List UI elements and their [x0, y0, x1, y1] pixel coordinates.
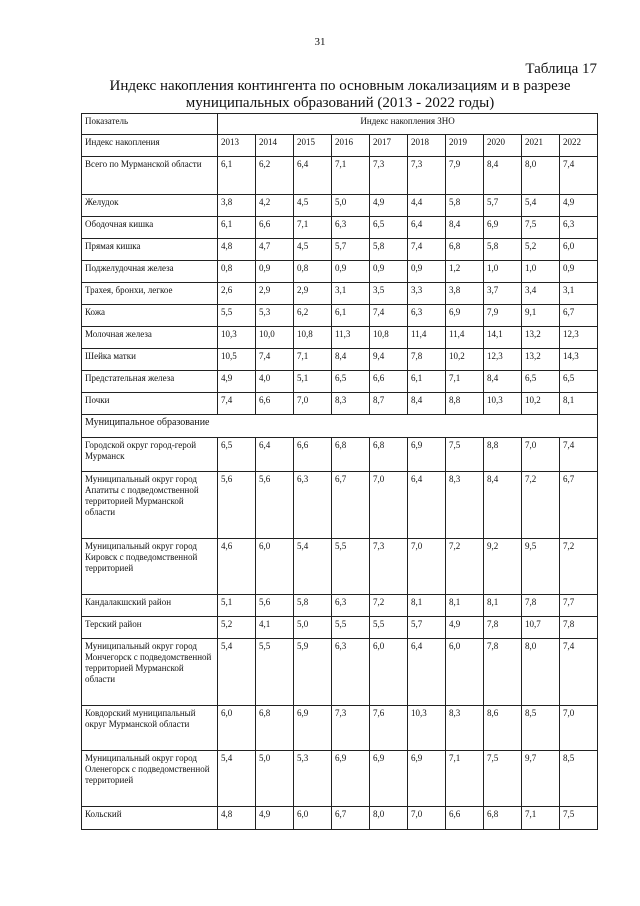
value-cell: 6,3 — [332, 217, 370, 239]
value-cell: 6,7 — [560, 305, 598, 327]
value-cell: 5,2 — [218, 617, 256, 639]
year-header: 2015 — [294, 135, 332, 157]
value-cell: 6,4 — [294, 157, 332, 195]
table-row — [82, 261, 598, 283]
value-cell: 6,1 — [332, 305, 370, 327]
value-cell: 7,1 — [294, 349, 332, 371]
value-cell: 8,8 — [484, 438, 522, 472]
value-cell: 6,9 — [408, 438, 446, 472]
value-cell: 8,4 — [446, 217, 484, 239]
value-cell: 6,5 — [332, 371, 370, 393]
value-cell: 8,6 — [484, 706, 522, 751]
value-cell: 8,4 — [484, 371, 522, 393]
value-cell: 5,3 — [294, 751, 332, 807]
value-cell: 5,0 — [256, 751, 294, 807]
table-row — [82, 438, 598, 472]
table-row — [82, 807, 598, 830]
value-cell: 6,2 — [256, 157, 294, 195]
row-label: Желудок — [82, 195, 218, 217]
table-row — [82, 349, 598, 371]
value-cell: 10,3 — [484, 393, 522, 415]
value-cell: 0,9 — [332, 261, 370, 283]
value-cell: 6,0 — [218, 706, 256, 751]
value-cell: 4,8 — [218, 807, 256, 830]
value-cell: 5,1 — [218, 595, 256, 617]
value-cell: 5,7 — [332, 239, 370, 261]
value-cell: 3,1 — [560, 283, 598, 305]
value-cell: 5,8 — [370, 239, 408, 261]
value-cell: 5,5 — [332, 539, 370, 595]
page-number: 31 — [314, 36, 326, 48]
value-cell: 7,3 — [408, 157, 446, 195]
value-cell: 6,8 — [370, 438, 408, 472]
value-cell: 7,0 — [370, 472, 408, 539]
value-cell: 6,1 — [408, 371, 446, 393]
value-cell: 6,9 — [332, 751, 370, 807]
value-cell: 7,0 — [294, 393, 332, 415]
value-cell: 7,2 — [446, 539, 484, 595]
value-cell: 8,7 — [370, 393, 408, 415]
value-cell: 7,2 — [522, 472, 560, 539]
year-header: 2014 — [256, 135, 294, 157]
value-cell: 4,4 — [408, 195, 446, 217]
value-cell: 9,5 — [522, 539, 560, 595]
value-cell: 6,6 — [370, 371, 408, 393]
value-cell: 9,1 — [522, 305, 560, 327]
row-label: Почки — [82, 393, 218, 415]
value-cell: 5,7 — [484, 195, 522, 217]
value-cell: 10,8 — [370, 327, 408, 349]
value-cell: 8,3 — [446, 706, 484, 751]
value-cell: 0,9 — [370, 261, 408, 283]
value-cell: 5,2 — [522, 239, 560, 261]
value-cell: 6,9 — [408, 751, 446, 807]
value-cell: 11,4 — [446, 327, 484, 349]
value-cell: 12,3 — [560, 327, 598, 349]
value-cell: 6,9 — [484, 217, 522, 239]
value-cell: 1,0 — [484, 261, 522, 283]
value-cell: 8,4 — [484, 157, 522, 195]
table-row — [82, 472, 598, 539]
header-row — [82, 114, 598, 135]
value-cell: 1,2 — [446, 261, 484, 283]
value-cell: 8,4 — [332, 349, 370, 371]
row-label: Муниципальный округ город Мончегорск с подведомственной территорией Мурманской области — [82, 639, 218, 706]
value-cell: 6,5 — [370, 217, 408, 239]
value-cell: 8,1 — [560, 393, 598, 415]
value-cell: 4,9 — [446, 617, 484, 639]
value-cell: 6,7 — [560, 472, 598, 539]
value-cell: 12,3 — [484, 349, 522, 371]
value-cell: 5,9 — [294, 639, 332, 706]
value-cell: 7,6 — [370, 706, 408, 751]
row-label: Ободочная кишка — [82, 217, 218, 239]
value-cell: 7,5 — [560, 807, 598, 830]
value-cell: 14,1 — [484, 327, 522, 349]
value-cell: 6,4 — [256, 438, 294, 472]
row-label: Кожа — [82, 305, 218, 327]
value-cell: 10,2 — [446, 349, 484, 371]
value-cell: 5,3 — [256, 305, 294, 327]
value-cell: 8,1 — [408, 595, 446, 617]
year-header: 2016 — [332, 135, 370, 157]
value-cell: 6,6 — [294, 438, 332, 472]
value-cell: 8,5 — [560, 751, 598, 807]
value-cell: 6,4 — [408, 639, 446, 706]
row-label: Муниципальный округ город Кировск с подведомственной территорией — [82, 539, 218, 595]
value-cell: 5,5 — [218, 305, 256, 327]
value-cell: 6,8 — [256, 706, 294, 751]
value-cell: 5,8 — [484, 239, 522, 261]
value-cell: 7,0 — [408, 807, 446, 830]
value-cell: 6,9 — [294, 706, 332, 751]
value-cell: 6,8 — [332, 438, 370, 472]
table-row — [82, 283, 598, 305]
value-cell: 7,4 — [560, 639, 598, 706]
value-cell: 5,4 — [294, 539, 332, 595]
row-header-label: Индекс накопления — [82, 135, 218, 157]
value-cell: 5,7 — [408, 617, 446, 639]
value-cell: 5,0 — [332, 195, 370, 217]
value-cell: 6,9 — [370, 751, 408, 807]
value-cell: 4,8 — [218, 239, 256, 261]
value-cell: 8,3 — [332, 393, 370, 415]
value-cell: 6,4 — [408, 472, 446, 539]
value-cell: 4,0 — [256, 371, 294, 393]
year-header: 2021 — [522, 135, 560, 157]
value-cell: 8,1 — [446, 595, 484, 617]
document-title — [80, 78, 600, 112]
value-cell: 7,5 — [446, 438, 484, 472]
row-label: Трахея, бронхи, легкое — [82, 283, 218, 305]
value-cell: 6,5 — [218, 438, 256, 472]
value-cell: 10,0 — [256, 327, 294, 349]
value-cell: 10,7 — [522, 617, 560, 639]
value-cell: 9,2 — [484, 539, 522, 595]
row-label: Муниципальный округ город Апатиты с подведомственной территорией Мурманской области — [82, 472, 218, 539]
table-row — [82, 617, 598, 639]
value-cell: 5,4 — [218, 639, 256, 706]
table-row — [82, 539, 598, 595]
value-cell: 7,4 — [218, 393, 256, 415]
value-cell: 6,6 — [256, 217, 294, 239]
value-cell: 8,0 — [370, 807, 408, 830]
value-cell: 2,9 — [294, 283, 332, 305]
value-cell: 7,1 — [446, 751, 484, 807]
value-cell: 7,8 — [484, 617, 522, 639]
value-cell: 7,1 — [294, 217, 332, 239]
value-cell: 7,5 — [522, 217, 560, 239]
value-cell: 7,0 — [560, 706, 598, 751]
row-label: Кандалакшский район — [82, 595, 218, 617]
row-label: Муниципальный округ город Оленегорск с подведомственной территорией — [82, 751, 218, 807]
accumulation-index-table — [81, 113, 598, 830]
value-cell: 7,4 — [256, 349, 294, 371]
value-cell: 6,0 — [294, 807, 332, 830]
value-cell: 6,0 — [560, 239, 598, 261]
row-label: Шейка матки — [82, 349, 218, 371]
value-cell: 3,3 — [408, 283, 446, 305]
value-cell: 7,3 — [370, 539, 408, 595]
value-cell: 7,9 — [446, 157, 484, 195]
value-cell: 7,4 — [408, 239, 446, 261]
value-cell: 13,2 — [522, 327, 560, 349]
year-header: 2013 — [218, 135, 256, 157]
year-header: 2022 — [560, 135, 598, 157]
value-cell: 4,7 — [256, 239, 294, 261]
value-cell: 8,0 — [522, 639, 560, 706]
table-number: Таблица 17 — [525, 61, 597, 77]
value-cell: 9,7 — [522, 751, 560, 807]
year-header: 2018 — [408, 135, 446, 157]
value-cell: 4,5 — [294, 195, 332, 217]
value-cell: 5,5 — [370, 617, 408, 639]
value-cell: 7,3 — [332, 706, 370, 751]
value-cell: 5,6 — [218, 472, 256, 539]
value-cell: 7,8 — [408, 349, 446, 371]
value-cell: 8,0 — [522, 157, 560, 195]
value-cell: 5,1 — [294, 371, 332, 393]
value-cell: 7,1 — [446, 371, 484, 393]
value-cell: 14,3 — [560, 349, 598, 371]
value-cell: 13,2 — [522, 349, 560, 371]
year-header-row — [82, 135, 598, 157]
row-label: Молочная железа — [82, 327, 218, 349]
table-row — [82, 195, 598, 217]
value-cell: 5,4 — [522, 195, 560, 217]
value-cell: 5,0 — [294, 617, 332, 639]
value-cell: 6,3 — [408, 305, 446, 327]
value-cell: 6,3 — [332, 639, 370, 706]
value-cell: 6,3 — [560, 217, 598, 239]
value-cell: 6,5 — [560, 371, 598, 393]
row-label: Городской округ город-герой Мурманск — [82, 438, 218, 472]
value-cell: 7,8 — [522, 595, 560, 617]
value-cell: 6,1 — [218, 217, 256, 239]
value-cell: 4,9 — [370, 195, 408, 217]
row-label: Прямая кишка — [82, 239, 218, 261]
table-row — [82, 639, 598, 706]
value-cell: 6,5 — [522, 371, 560, 393]
value-cell: 3,7 — [484, 283, 522, 305]
value-cell: 10,3 — [218, 327, 256, 349]
value-cell: 4,6 — [218, 539, 256, 595]
indicator-header: Показатель — [82, 114, 218, 135]
value-cell: 0,9 — [256, 261, 294, 283]
value-cell: 5,6 — [256, 472, 294, 539]
value-cell: 5,5 — [256, 639, 294, 706]
table-row — [82, 751, 598, 807]
value-cell: 6,6 — [446, 807, 484, 830]
value-cell: 4,5 — [294, 239, 332, 261]
section-row — [82, 415, 598, 438]
value-cell: 3,1 — [332, 283, 370, 305]
value-cell: 6,9 — [446, 305, 484, 327]
value-cell: 7,7 — [560, 595, 598, 617]
value-cell: 7,0 — [522, 438, 560, 472]
value-cell: 5,8 — [446, 195, 484, 217]
year-header: 2020 — [484, 135, 522, 157]
value-cell: 10,2 — [522, 393, 560, 415]
table-row — [82, 239, 598, 261]
title-line-1: Индекс накопления контингента по основным локализациям и в разрезе — [109, 78, 571, 94]
value-cell: 5,8 — [294, 595, 332, 617]
table-row — [82, 393, 598, 415]
value-cell: 4,2 — [256, 195, 294, 217]
row-label: Всего по Мурманской области — [82, 157, 218, 195]
value-cell: 6,3 — [294, 472, 332, 539]
value-cell: 0,8 — [294, 261, 332, 283]
value-cell: 6,1 — [218, 157, 256, 195]
table-row — [82, 595, 598, 617]
value-cell: 7,2 — [370, 595, 408, 617]
table-row — [82, 217, 598, 239]
value-cell: 4,9 — [256, 807, 294, 830]
row-label: Поджелудочная железа — [82, 261, 218, 283]
table-row — [82, 327, 598, 349]
value-cell: 7,2 — [560, 539, 598, 595]
value-cell: 0,8 — [218, 261, 256, 283]
value-cell: 11,4 — [408, 327, 446, 349]
value-cell: 8,8 — [446, 393, 484, 415]
value-cell: 7,9 — [484, 305, 522, 327]
value-cell: 2,6 — [218, 283, 256, 305]
value-cell: 1,0 — [522, 261, 560, 283]
value-cell: 3,4 — [522, 283, 560, 305]
value-cell: 11,3 — [332, 327, 370, 349]
value-cell: 6,0 — [446, 639, 484, 706]
table-row — [82, 157, 598, 195]
value-cell: 2,9 — [256, 283, 294, 305]
value-cell: 7,0 — [408, 539, 446, 595]
value-cell: 6,2 — [294, 305, 332, 327]
value-cell: 0,9 — [408, 261, 446, 283]
value-cell: 8,4 — [408, 393, 446, 415]
row-label: Кольский — [82, 807, 218, 830]
value-cell: 7,8 — [560, 617, 598, 639]
value-cell: 4,1 — [256, 617, 294, 639]
value-cell: 6,0 — [256, 539, 294, 595]
value-cell: 7,1 — [522, 807, 560, 830]
table-row — [82, 706, 598, 751]
table-row — [82, 305, 598, 327]
table-row — [82, 371, 598, 393]
value-cell: 4,9 — [218, 371, 256, 393]
value-cell: 8,3 — [446, 472, 484, 539]
value-cell: 7,3 — [370, 157, 408, 195]
value-cell: 6,3 — [332, 595, 370, 617]
value-cell: 8,4 — [484, 472, 522, 539]
value-cell: 8,5 — [522, 706, 560, 751]
value-cell: 3,8 — [218, 195, 256, 217]
row-label: Терский район — [82, 617, 218, 639]
value-cell: 9,4 — [370, 349, 408, 371]
value-cell: 10,8 — [294, 327, 332, 349]
value-cell: 0,9 — [560, 261, 598, 283]
value-cell: 7,4 — [370, 305, 408, 327]
value-cell: 4,9 — [560, 195, 598, 217]
value-cell: 10,5 — [218, 349, 256, 371]
value-cell: 10,3 — [408, 706, 446, 751]
value-cell: 5,4 — [218, 751, 256, 807]
year-header: 2019 — [446, 135, 484, 157]
value-cell: 6,4 — [408, 217, 446, 239]
value-cell: 5,6 — [256, 595, 294, 617]
year-header: 2017 — [370, 135, 408, 157]
value-cell: 6,7 — [332, 472, 370, 539]
group-header: Индекс накопления ЗНО — [218, 114, 598, 135]
value-cell: 7,8 — [484, 639, 522, 706]
value-cell: 7,4 — [560, 157, 598, 195]
value-cell: 7,1 — [332, 157, 370, 195]
title-line-2: муниципальных образований (2013 - 2022 годы) — [185, 95, 495, 111]
row-label: Предстательная железа — [82, 371, 218, 393]
value-cell: 6,6 — [256, 393, 294, 415]
value-cell: 7,5 — [484, 751, 522, 807]
value-cell: 3,5 — [370, 283, 408, 305]
value-cell: 5,5 — [332, 617, 370, 639]
value-cell: 3,8 — [446, 283, 484, 305]
value-cell: 6,8 — [446, 239, 484, 261]
value-cell: 6,0 — [370, 639, 408, 706]
value-cell: 7,4 — [560, 438, 598, 472]
section-label: Муниципальное образование — [82, 415, 598, 438]
value-cell: 6,8 — [484, 807, 522, 830]
value-cell: 6,7 — [332, 807, 370, 830]
row-label: Ковдорский муниципальный округ Мурманской области — [82, 706, 218, 751]
value-cell: 8,1 — [484, 595, 522, 617]
